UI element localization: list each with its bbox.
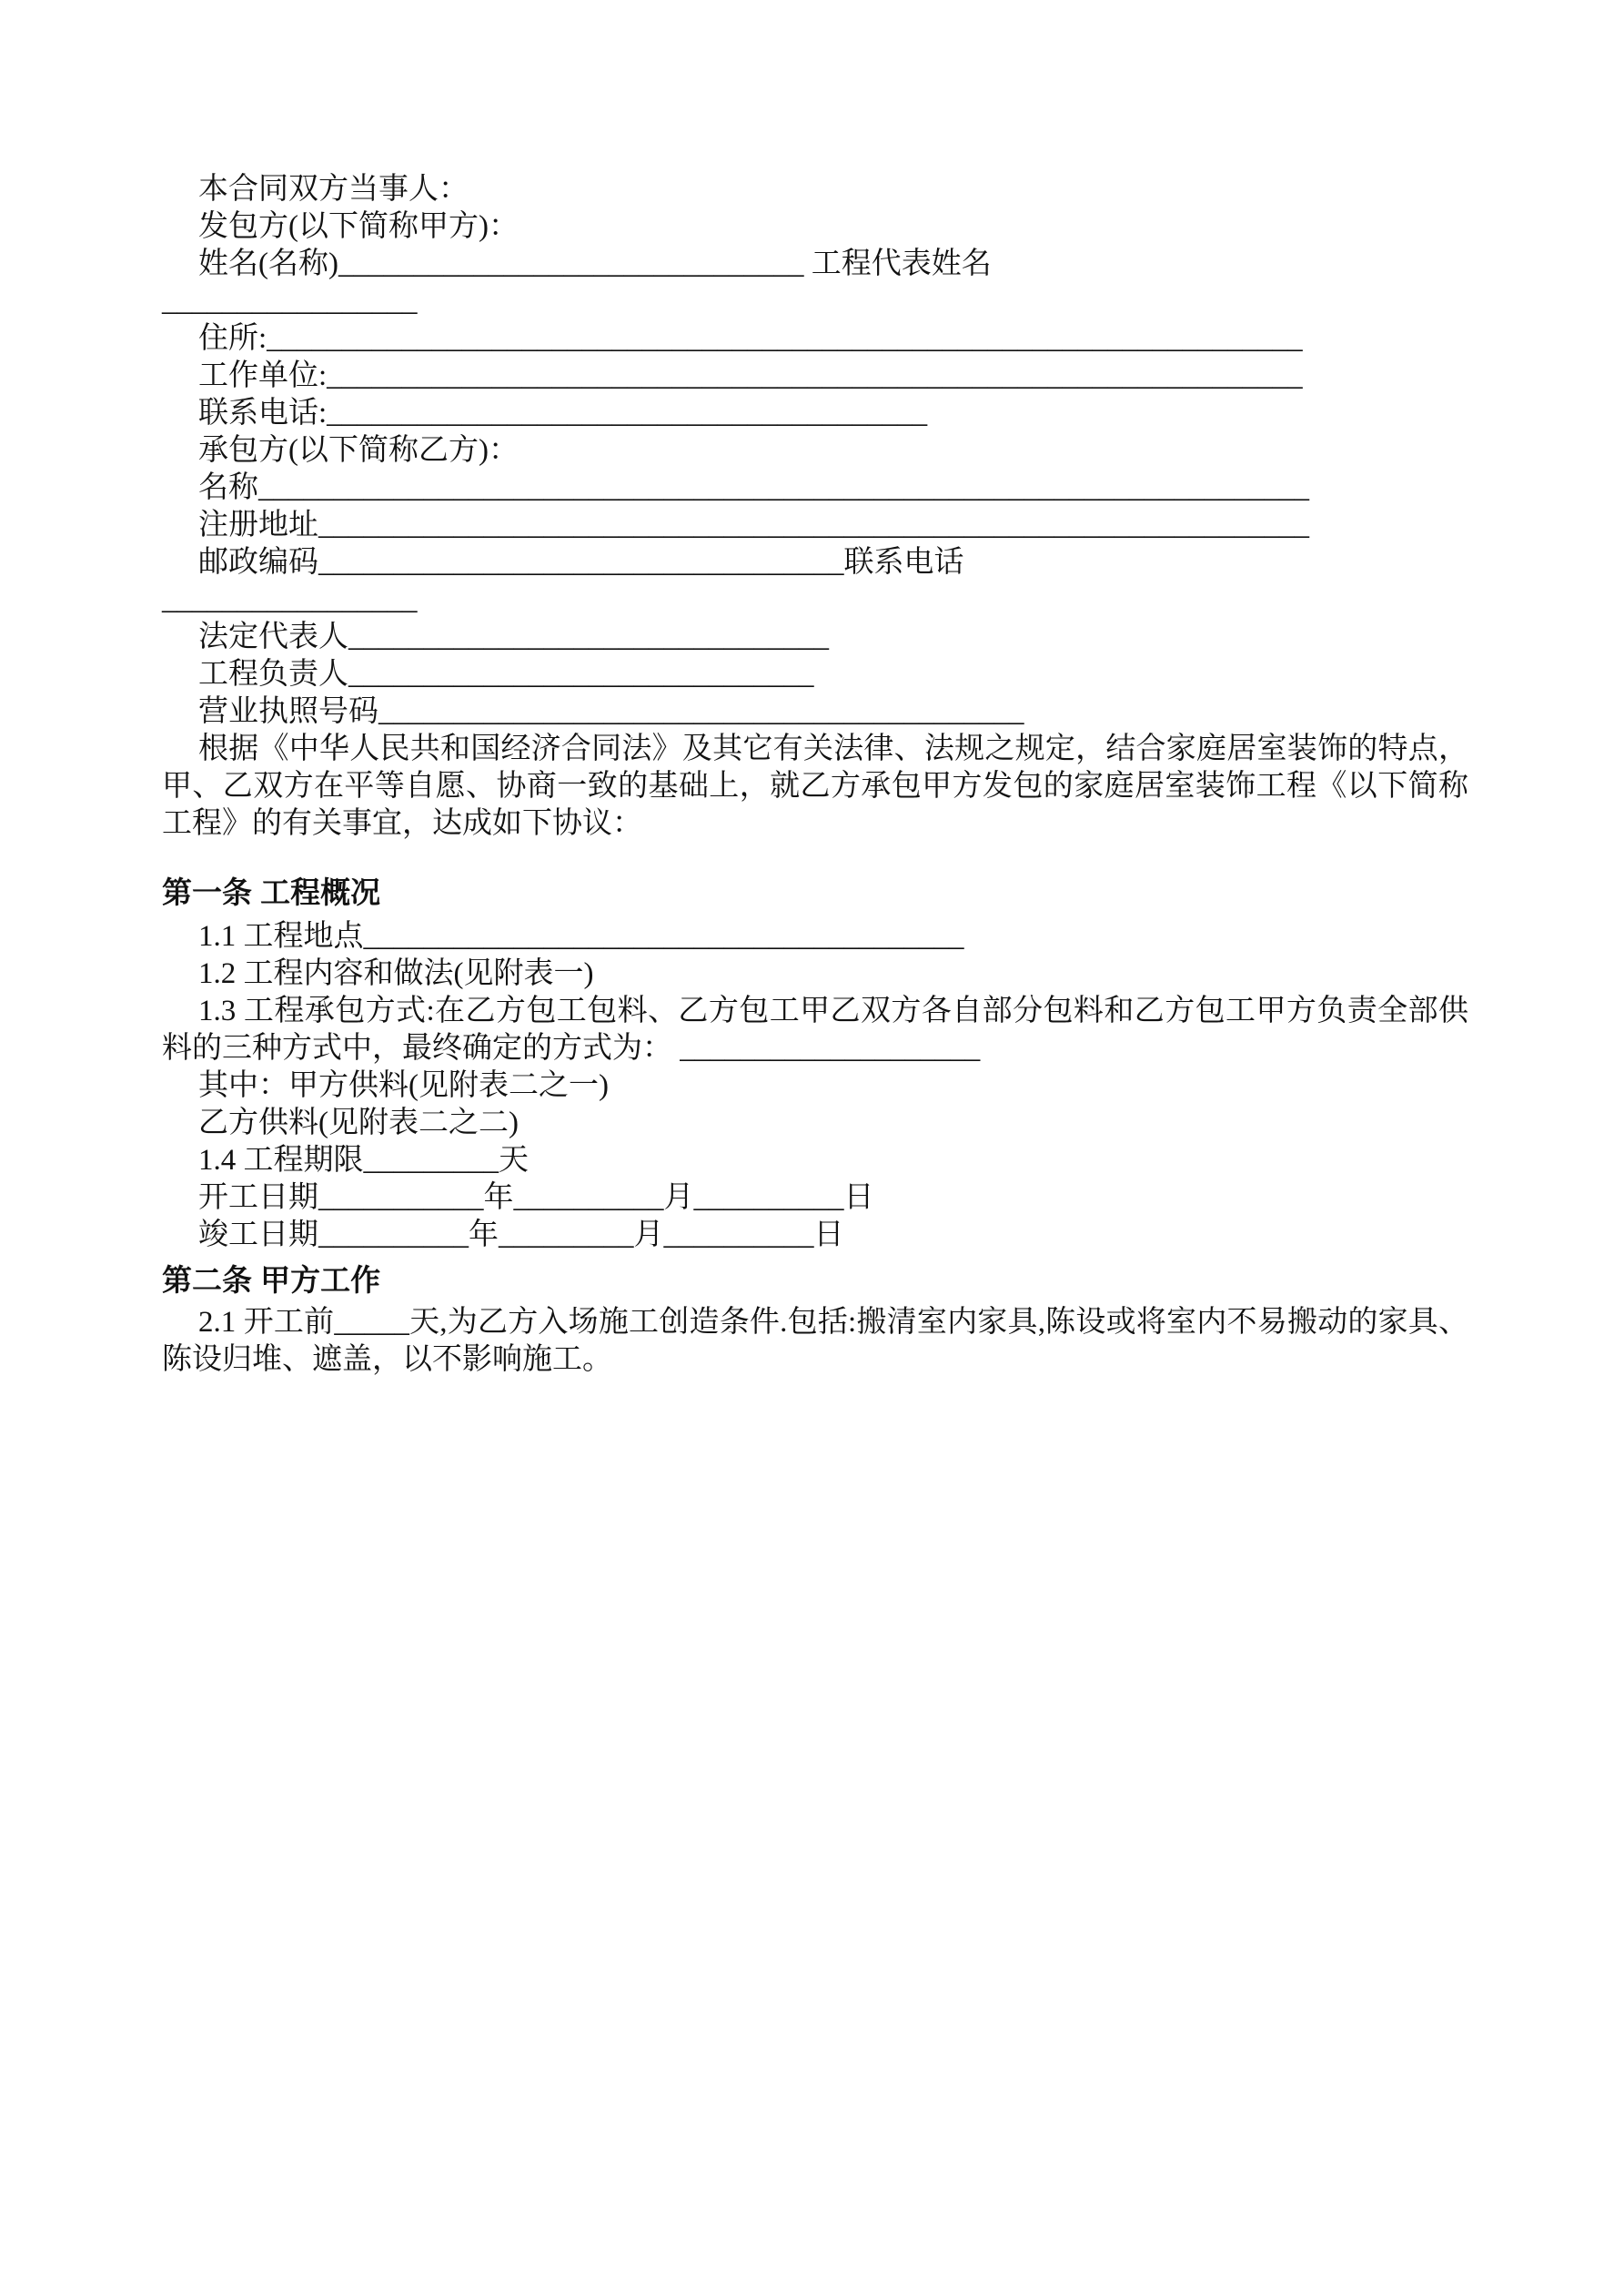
para-preamble: 根据《中华人民共和国经济合同法》及其它有关法律、法规之规定，结合家庭居室装饰的特点，甲、乙双方在平等自愿、协商一致的基础上，就乙方承包甲方发包的家庭居室装饰工程《以下简称工程》的有关事宜，达成如下协议： bbox=[162, 733, 1468, 840]
line-project-manager-field: 工程负责人_______________________________ bbox=[198, 658, 814, 691]
line-phone-field: 联系电话:________________________________________ bbox=[198, 397, 928, 430]
line-start-date: 开工日期___________年__________月__________日 bbox=[198, 1181, 874, 1214]
line-employer-title: 发包方(以下简称甲方)： bbox=[198, 210, 519, 243]
heading-article-2: 第二条 甲方工作 bbox=[162, 1263, 381, 1297]
para-1-3-contract-mode: 1.3 工程承包方式:在乙方包工包料、乙方包工甲乙双方各自部分包料和乙方包工甲方负责全部供料的三种方式中，最终确定的方式为： ____________________ bbox=[162, 995, 1468, 1065]
heading-article-1: 第一条 工程概况 bbox=[162, 875, 381, 909]
line-phone-continuation-blank: _________________ bbox=[162, 583, 418, 616]
line-1-4-duration: 1.4 工程期限_________天 bbox=[198, 1144, 529, 1177]
line-address-field: 住所:_____________________________________________________________________ bbox=[198, 322, 1303, 355]
line-contractor-title: 承包方(以下简称乙方)： bbox=[198, 434, 519, 467]
line-completion-date: 竣工日期__________年_________月__________日 bbox=[198, 1219, 844, 1251]
line-supply-party-a: 其中：甲方供料(见附表二之一) bbox=[198, 1069, 609, 1102]
line-supply-party-b: 乙方供料(见附表二之二) bbox=[198, 1107, 519, 1139]
line-business-license-field: 营业执照号码___________________________________________ bbox=[198, 695, 1024, 728]
line-postcode-phone-field: 邮政编码___________________________________联系电话 bbox=[198, 546, 964, 579]
line-1-1-location: 1.1 工程地点________________________________________ bbox=[198, 920, 964, 953]
line-name-field: 姓名(名称)_______________________________ 工程代表姓名 bbox=[198, 248, 992, 280]
line-company-name-field: 名称______________________________________________________________________ bbox=[198, 471, 1309, 504]
para-2-1-preparation: 2.1 开工前_____天,为乙方入场施工创造条件.包括:搬清室内家具,陈设或将室内不易搬动的家具、陈设归堆、遮盖，以不影响施工。 bbox=[162, 1306, 1468, 1376]
document-body bbox=[162, 171, 1468, 1379]
line-workunit-field: 工作单位:_________________________________________________________________ bbox=[198, 359, 1303, 392]
line-name-continuation-blank: _________________ bbox=[162, 285, 418, 318]
line-registered-address-field: 注册地址__________________________________________________________________ bbox=[198, 509, 1309, 541]
line-1-2-content: 1.2 工程内容和做法(见附表一) bbox=[198, 957, 594, 990]
line-legal-representative-field: 法定代表人________________________________ bbox=[198, 621, 829, 653]
line-parties: 本合同双方当事人： bbox=[198, 173, 469, 206]
